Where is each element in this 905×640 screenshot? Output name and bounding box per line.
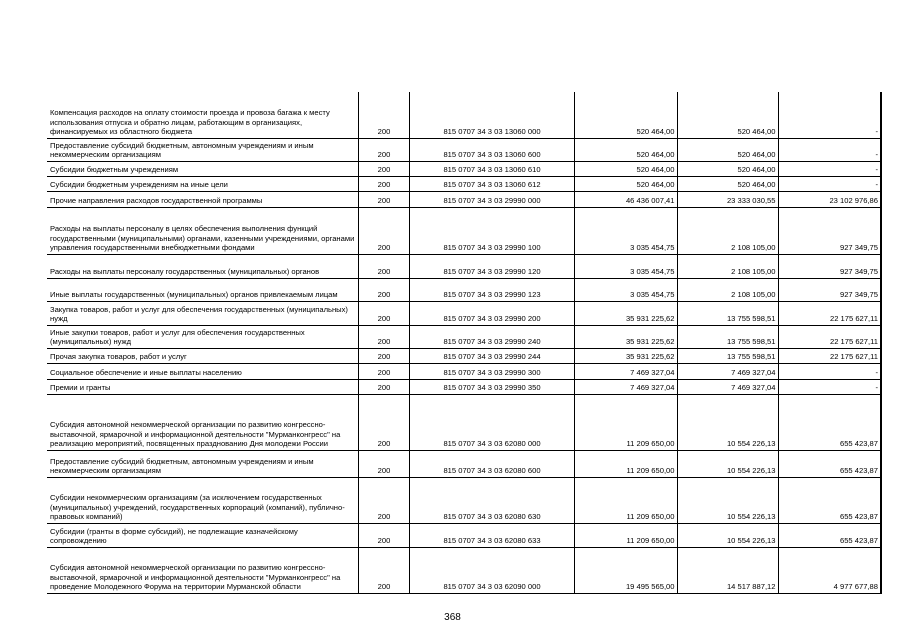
budget-table-sheet: [47, 92, 882, 594]
row-name-cell: Предоставление субсидий бюджетным, автономным учреждениям и иным некоммерческим организациям: [47, 450, 358, 477]
row-executed-cell: 2 108 105,00: [677, 207, 778, 254]
row-executed-cell: 7 469 327,04: [677, 379, 778, 394]
row-code-cell: 200: [358, 348, 409, 363]
table-row: [47, 138, 881, 161]
row-approved-cell: 35 931 225,62: [574, 348, 677, 363]
row-executed-cell: 10 554 226,13: [677, 394, 778, 450]
row-kbk-cell: 815 0707 34 3 03 62080 630: [409, 477, 574, 523]
row-unexecuted-cell: -: [778, 176, 881, 191]
row-executed-cell: 10 554 226,13: [677, 450, 778, 477]
table-row: [47, 92, 881, 138]
row-approved-cell: 7 469 327,04: [574, 363, 677, 379]
row-approved-cell: 3 035 454,75: [574, 254, 677, 278]
table-row: [47, 523, 881, 547]
row-code-cell: 200: [358, 477, 409, 523]
row-executed-cell: 520 464,00: [677, 138, 778, 161]
row-name-cell: Расходы на выплаты персоналу в целях обеспечения выполнения функций государственными (муниципальными) органами, казенными учреждениями, органами управления государственными внебюджетными фондами: [47, 207, 358, 254]
row-code-cell: 200: [358, 363, 409, 379]
row-executed-cell: 520 464,00: [677, 176, 778, 191]
row-code-cell: 200: [358, 161, 409, 176]
row-unexecuted-cell: 22 175 627,11: [778, 348, 881, 363]
row-unexecuted-cell: 23 102 976,86: [778, 191, 881, 207]
row-approved-cell: 520 464,00: [574, 92, 677, 138]
row-approved-cell: 3 035 454,75: [574, 278, 677, 301]
row-unexecuted-cell: 927 349,75: [778, 278, 881, 301]
row-executed-cell: 14 517 887,12: [677, 547, 778, 593]
row-kbk-cell: 815 0707 34 3 03 13060 000: [409, 92, 574, 138]
row-unexecuted-cell: 655 423,87: [778, 394, 881, 450]
row-kbk-cell: 815 0707 34 3 03 29990 100: [409, 207, 574, 254]
table-row: [47, 450, 881, 477]
row-kbk-cell: 815 0707 34 3 03 13060 610: [409, 161, 574, 176]
row-name-cell: Субсидия автономной некоммерческой организации по развитию конгрессно-выставочной, ярмарочной и информационной деятельности "Мурманконгресс" на проведение Молодежного Форума на территории Мурманской области: [47, 547, 358, 593]
row-code-cell: 200: [358, 379, 409, 394]
row-code-cell: 200: [358, 191, 409, 207]
row-approved-cell: 520 464,00: [574, 161, 677, 176]
row-kbk-cell: 815 0707 34 3 03 29990 350: [409, 379, 574, 394]
row-executed-cell: 2 108 105,00: [677, 254, 778, 278]
table-row: [47, 207, 881, 254]
row-approved-cell: 7 469 327,04: [574, 379, 677, 394]
row-unexecuted-cell: 4 977 677,88: [778, 547, 881, 593]
row-executed-cell: 13 755 598,51: [677, 301, 778, 325]
row-name-cell: Иные закупки товаров, работ и услуг для обеспечения государственных (муниципальных) нужд: [47, 325, 358, 348]
row-kbk-cell: 815 0707 34 3 03 29990 244: [409, 348, 574, 363]
row-kbk-cell: 815 0707 34 3 03 29990 000: [409, 191, 574, 207]
row-code-cell: 200: [358, 547, 409, 593]
row-name-cell: Премии и гранты: [47, 379, 358, 394]
row-unexecuted-cell: 927 349,75: [778, 254, 881, 278]
row-executed-cell: 2 108 105,00: [677, 278, 778, 301]
row-kbk-cell: 815 0707 34 3 03 13060 600: [409, 138, 574, 161]
row-code-cell: 200: [358, 278, 409, 301]
table-row: [47, 547, 881, 593]
page-number: 368: [444, 612, 461, 623]
row-unexecuted-cell: 655 423,87: [778, 523, 881, 547]
table-row: [47, 278, 881, 301]
row-code-cell: 200: [358, 207, 409, 254]
table-row: [47, 379, 881, 394]
row-kbk-cell: 815 0707 34 3 03 29990 123: [409, 278, 574, 301]
table-row: [47, 191, 881, 207]
row-executed-cell: 7 469 327,04: [677, 363, 778, 379]
row-unexecuted-cell: 22 175 627,11: [778, 325, 881, 348]
row-unexecuted-cell: -: [778, 379, 881, 394]
row-unexecuted-cell: -: [778, 161, 881, 176]
row-name-cell: Социальное обеспечение и иные выплаты населению: [47, 363, 358, 379]
row-code-cell: 200: [358, 450, 409, 477]
table-row: [47, 161, 881, 176]
budget-table: [47, 92, 882, 594]
row-approved-cell: 19 495 565,00: [574, 547, 677, 593]
row-unexecuted-cell: 655 423,87: [778, 450, 881, 477]
row-code-cell: 200: [358, 325, 409, 348]
row-code-cell: 200: [358, 176, 409, 191]
row-code-cell: 200: [358, 523, 409, 547]
row-approved-cell: 35 931 225,62: [574, 325, 677, 348]
row-name-cell: Компенсация расходов на оплату стоимости проезда и провоза багажа к месту использования отпуска и обратно лицам, работающим в организациях, финансируемых из областного бюджета: [47, 92, 358, 138]
table-row: [47, 301, 881, 325]
row-name-cell: Субсидии некоммерческим организациям (за исключением государственных (муниципальных) учреждений, государственных корпораций (компаний), публично-правовых компаний): [47, 477, 358, 523]
row-kbk-cell: 815 0707 34 3 03 13060 612: [409, 176, 574, 191]
row-approved-cell: 520 464,00: [574, 176, 677, 191]
row-approved-cell: 46 436 007,41: [574, 191, 677, 207]
table-row: [47, 348, 881, 363]
row-unexecuted-cell: 927 349,75: [778, 207, 881, 254]
row-name-cell: Прочая закупка товаров, работ и услуг: [47, 348, 358, 363]
row-kbk-cell: 815 0707 34 3 03 62080 600: [409, 450, 574, 477]
row-code-cell: 200: [358, 138, 409, 161]
row-unexecuted-cell: -: [778, 92, 881, 138]
row-code-cell: 200: [358, 92, 409, 138]
table-row: [47, 176, 881, 191]
row-name-cell: Прочие направления расходов государственной программы: [47, 191, 358, 207]
row-executed-cell: 520 464,00: [677, 92, 778, 138]
row-name-cell: Субсидии бюджетным учреждениям на иные цели: [47, 176, 358, 191]
row-executed-cell: 23 333 030,55: [677, 191, 778, 207]
table-row: [47, 325, 881, 348]
row-kbk-cell: 815 0707 34 3 03 62080 633: [409, 523, 574, 547]
row-executed-cell: 10 554 226,13: [677, 523, 778, 547]
row-kbk-cell: 815 0707 34 3 03 62090 000: [409, 547, 574, 593]
row-kbk-cell: 815 0707 34 3 03 62080 000: [409, 394, 574, 450]
row-executed-cell: 10 554 226,13: [677, 477, 778, 523]
row-name-cell: Расходы на выплаты персоналу государственных (муниципальных) органов: [47, 254, 358, 278]
row-name-cell: Закупка товаров, работ и услуг для обеспечения государственных (муниципальных) нужд: [47, 301, 358, 325]
row-kbk-cell: 815 0707 34 3 03 29990 240: [409, 325, 574, 348]
row-name-cell: Субсидии бюджетным учреждениям: [47, 161, 358, 176]
table-row: [47, 477, 881, 523]
table-row: [47, 394, 881, 450]
row-kbk-cell: 815 0707 34 3 03 29990 200: [409, 301, 574, 325]
table-row: [47, 363, 881, 379]
row-unexecuted-cell: -: [778, 138, 881, 161]
row-unexecuted-cell: -: [778, 363, 881, 379]
row-code-cell: 200: [358, 394, 409, 450]
row-approved-cell: 3 035 454,75: [574, 207, 677, 254]
row-name-cell: Субсидии (гранты в форме субсидий), не подлежащие казначейскому сопровождению: [47, 523, 358, 547]
row-approved-cell: 11 209 650,00: [574, 394, 677, 450]
row-kbk-cell: 815 0707 34 3 03 29990 120: [409, 254, 574, 278]
row-approved-cell: 11 209 650,00: [574, 450, 677, 477]
row-executed-cell: 13 755 598,51: [677, 348, 778, 363]
row-kbk-cell: 815 0707 34 3 03 29990 300: [409, 363, 574, 379]
row-name-cell: Предоставление субсидий бюджетным, автономным учреждениям и иным некоммерческим организациям: [47, 138, 358, 161]
row-executed-cell: 13 755 598,51: [677, 325, 778, 348]
row-name-cell: Иные выплаты государственных (муниципальных) органов привлекаемым лицам: [47, 278, 358, 301]
row-code-cell: 200: [358, 301, 409, 325]
row-unexecuted-cell: 655 423,87: [778, 477, 881, 523]
row-approved-cell: 35 931 225,62: [574, 301, 677, 325]
row-approved-cell: 11 209 650,00: [574, 523, 677, 547]
row-unexecuted-cell: 22 175 627,11: [778, 301, 881, 325]
row-code-cell: 200: [358, 254, 409, 278]
budget-table-body: [47, 92, 881, 593]
row-executed-cell: 520 464,00: [677, 161, 778, 176]
row-approved-cell: 520 464,00: [574, 138, 677, 161]
row-name-cell: Субсидия автономной некоммерческой организации по развитию конгрессно-выставочной, ярмарочной и информационной деятельности "Мурманконгресс" на реализацию мероприятий, посвященных празднованию Дня молодежи России: [47, 394, 358, 450]
table-row: [47, 254, 881, 278]
row-approved-cell: 11 209 650,00: [574, 477, 677, 523]
